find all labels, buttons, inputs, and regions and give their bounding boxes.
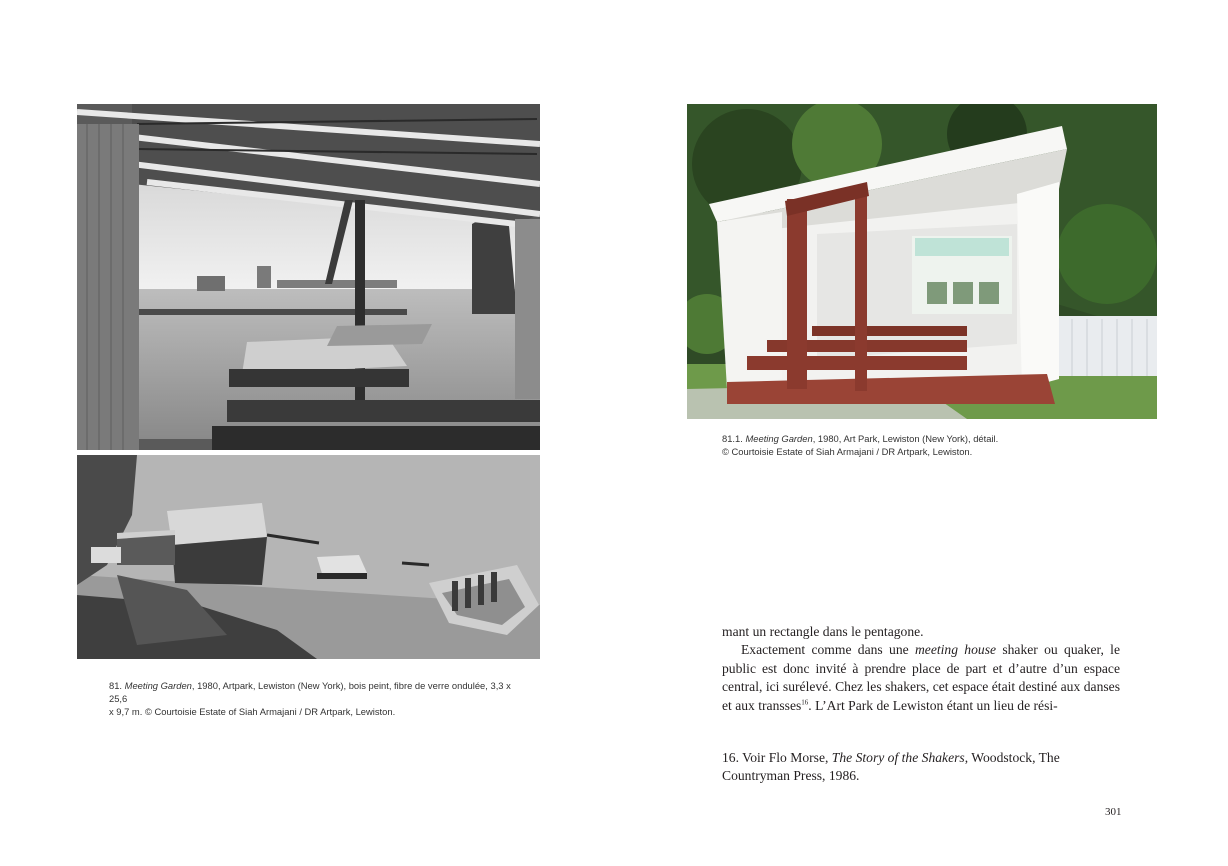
caption-text: , 1980, Artpark, Lewiston (New York), bois peint, fibre de verre ondulée, 3,3 x 25,6 [109, 680, 511, 704]
footnote-title: The Story of the Shakers [831, 750, 965, 765]
photo-meeting-garden-detail [687, 104, 1157, 419]
paragraph-text: . L’Art Park de Lewiston étant un lieu de rési- [808, 697, 1058, 713]
caption-title: Meeting Garden [745, 433, 813, 444]
footnote-ref: 16 [801, 698, 809, 707]
caption-text: , 1980, Art Park, Lewiston (New York), détail. [812, 433, 999, 444]
page-number: 301 [1105, 806, 1122, 818]
caption-credit: x 9,7 m. © Courtoisie Estate of Siah Armajani / DR Artpark, Lewiston. [109, 706, 396, 717]
caption-credit: © Courtoisie Estate of Siah Armajani / DR Artpark, Lewiston. [722, 446, 973, 457]
right-caption [722, 432, 1142, 458]
paragraph-text: shaker ou quaker, le public est donc invité à prendre place de part et d’autre d’un espace central, ici surélevé. Chez les shakers, cet espace était destiné aux danses et aux transses [722, 642, 1120, 713]
paragraph-text: Exactement comme dans une [741, 642, 915, 658]
footnote-text: 16. Voir Flo Morse, [722, 750, 832, 765]
caption-number: 81.1. [722, 433, 746, 444]
body-text [722, 623, 1120, 715]
caption-number: 81. [109, 680, 125, 691]
paragraph-continuation: mant un rectangle dans le pentagone. [722, 624, 924, 639]
footnote [722, 749, 1120, 784]
paragraph-meeting-house [722, 641, 1120, 715]
left-caption [109, 679, 529, 718]
photo-meeting-garden-interior [77, 104, 540, 450]
caption-title: Meeting Garden [124, 680, 192, 691]
paragraph-emphasis: meeting house [914, 642, 997, 658]
photo-meeting-garden-aerial [77, 455, 540, 659]
footnote-text: , Woodstock, The Countryman Press, 1986. [722, 750, 1060, 783]
